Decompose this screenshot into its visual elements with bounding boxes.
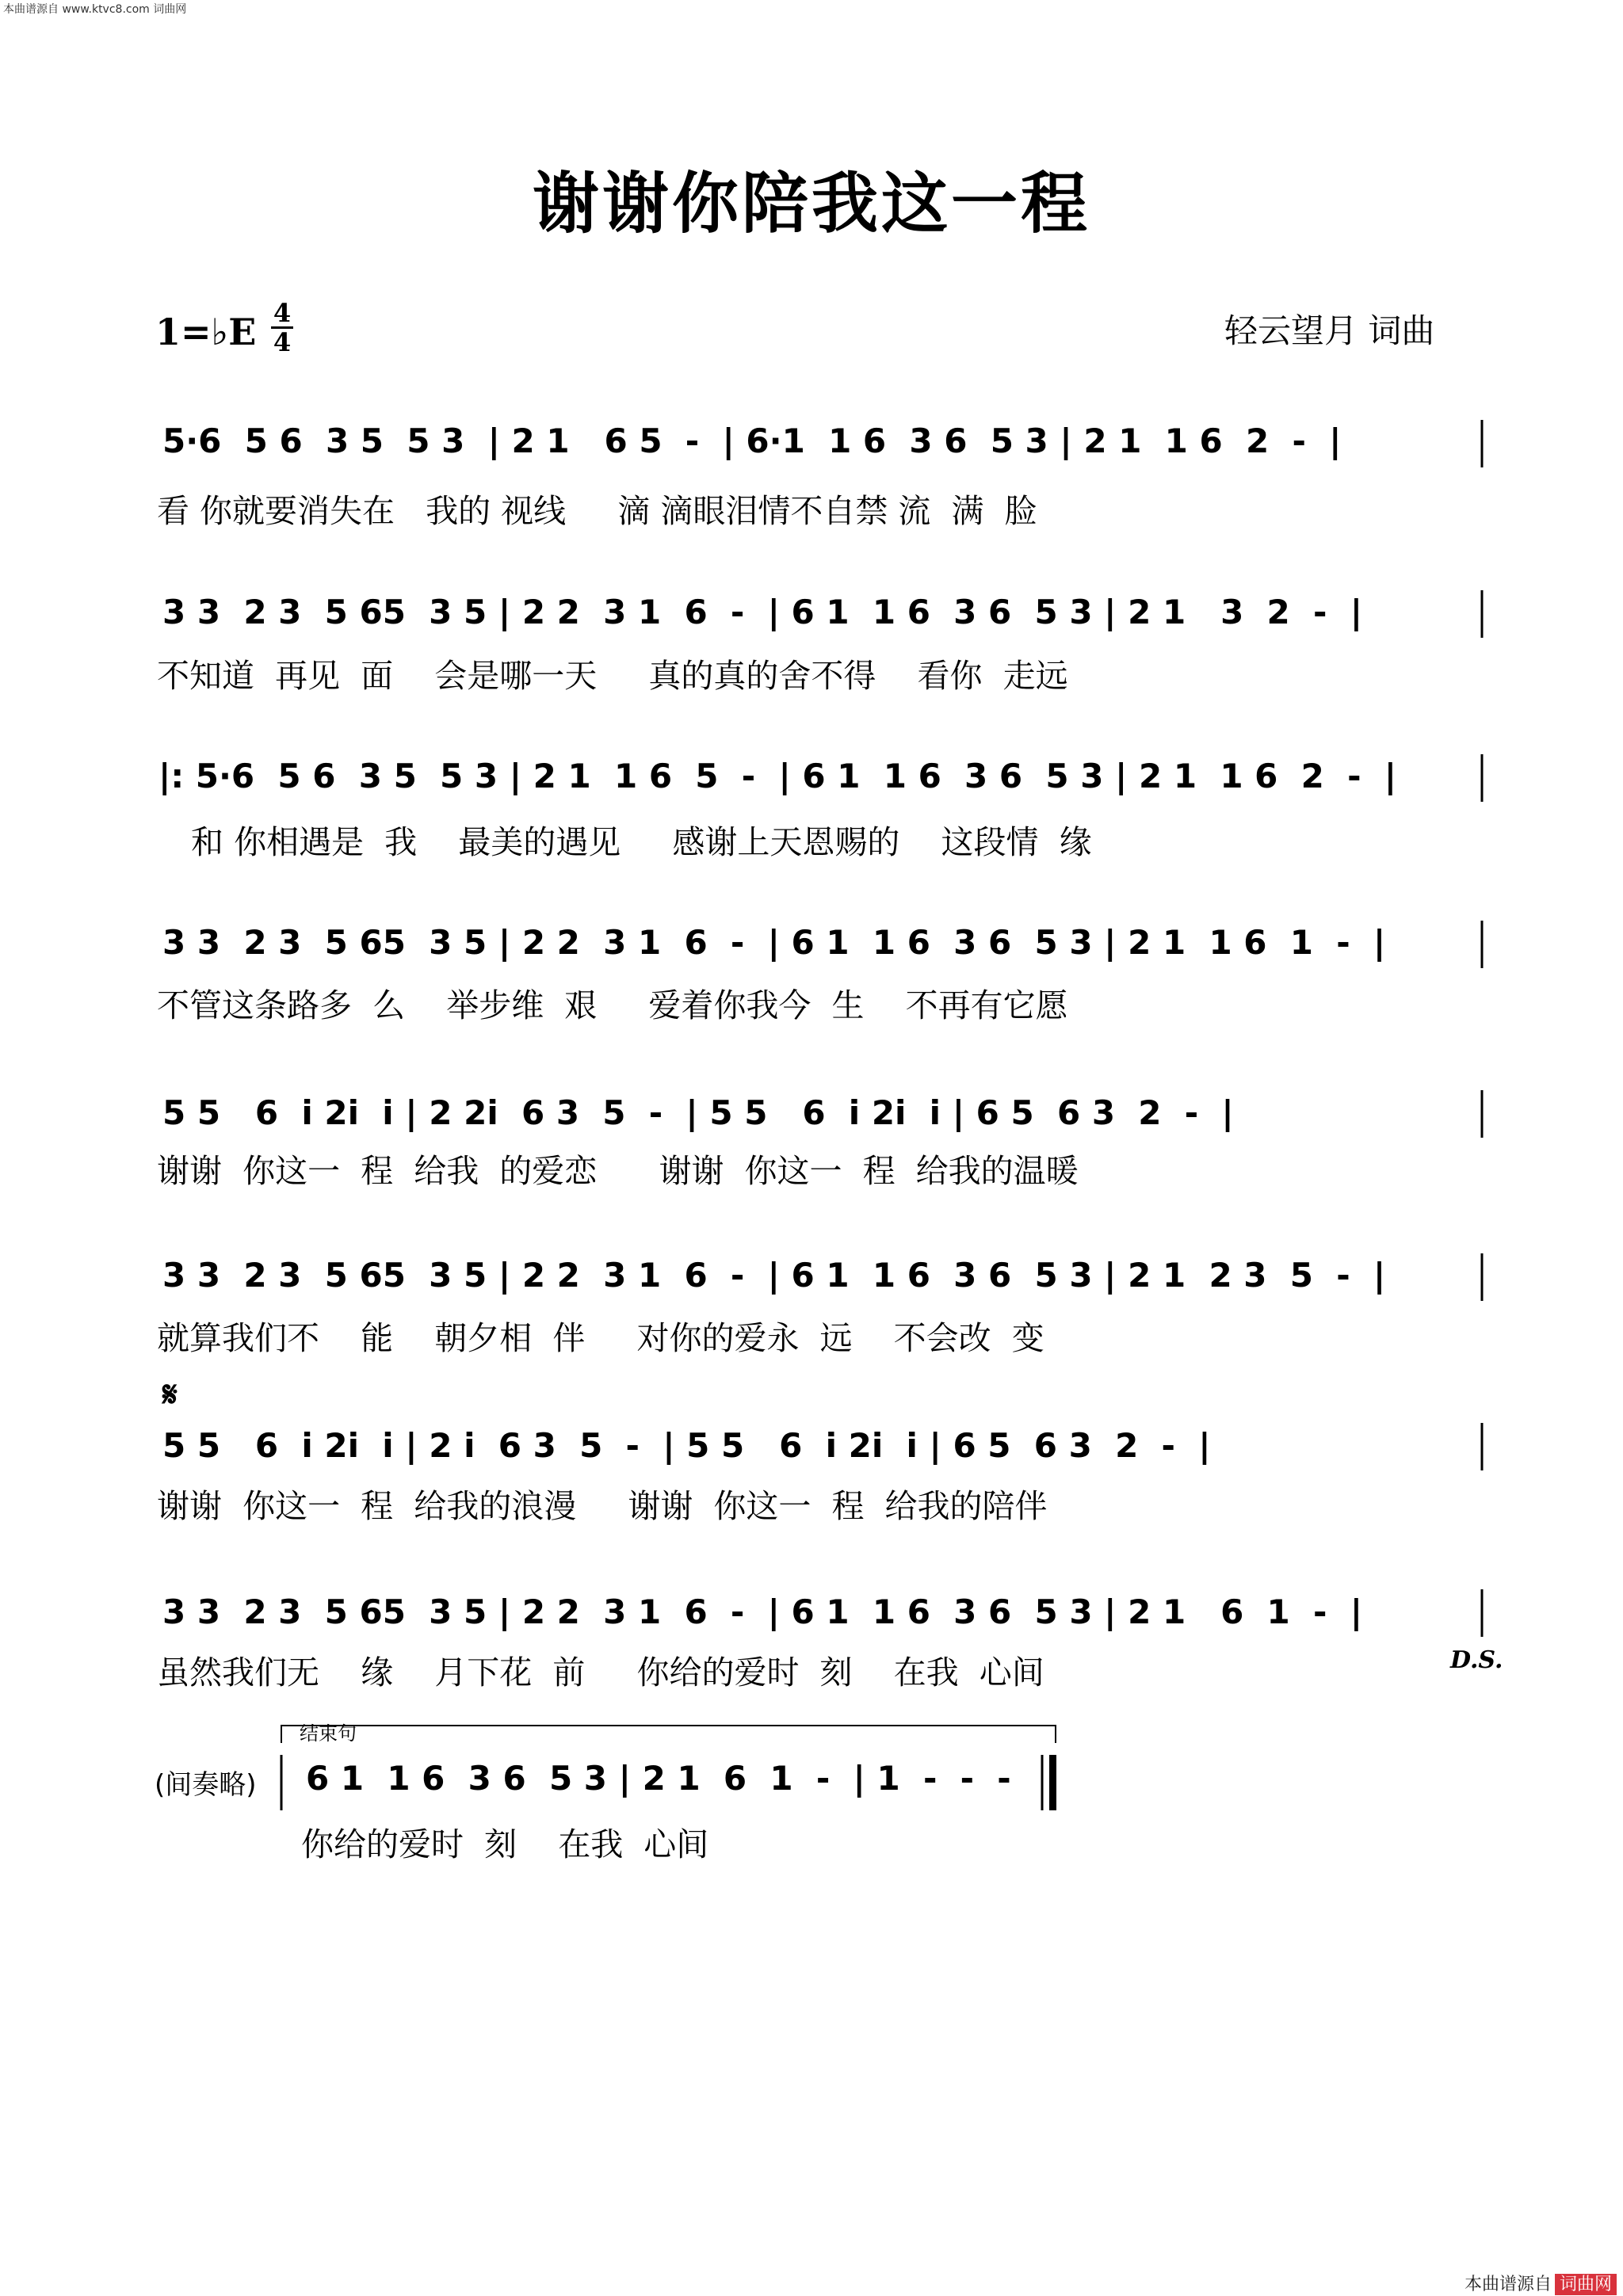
- composer-credit: 轻云望月 词曲: [1224, 311, 1435, 350]
- notation-line-6: 3 3 2 3 5 65 3 5 | 2 2 3 1 6 - | 6 1 1 6 3 6 5 3 | 2 1 2 3 5 - |: [162, 1256, 1386, 1295]
- time-signature-top: 4: [273, 298, 292, 328]
- time-signature-bottom: 4: [273, 327, 292, 357]
- lyrics-line-3: 和 你相遇是 我 最美的遇见 感谢上天恩赐的 这段情 缘: [181, 823, 1092, 861]
- song-title: 谢谢你陪我这一程: [532, 164, 1090, 242]
- lyrics-line-8: 虽然我们无 缘 月下花 前 你给的爱时 刻 在我 心间: [157, 1653, 1044, 1691]
- interlude-label: (间奏略): [155, 1769, 257, 1801]
- ending-bracket: [281, 1726, 1056, 1743]
- ending-notation: 6 1 1 6 3 6 5 3 | 2 1 6 1 - | 1 - - -: [306, 1759, 1011, 1798]
- watermark-bottom-text: 本曲谱源自: [1464, 2275, 1552, 2294]
- segno-sign: 𝄋: [162, 1375, 178, 1415]
- notation-line-7: 5 5 6 i 2i i | 2 i 6 3 5 - | 5 5 6 i 2i i | 6 5 6 3 2 - |: [162, 1426, 1211, 1465]
- notation-line-3: |: 5·6 5 6 3 5 5 3 | 2 1 1 6 5 - | 6 1 1 6 3 6 5 3 | 2 1 1 6 2 - |: [158, 757, 1397, 795]
- watermark-bottom-badge: 词曲网: [1555, 2274, 1617, 2295]
- notation-line-5: 5 5 6 i 2i i | 2 2i 6 3 5 - | 5 5 6 i 2i i | 6 5 6 3 2 - |: [162, 1093, 1234, 1132]
- lyrics-line-6: 就算我们不 能 朝夕相 伴 对你的爱永 远 不会改 变: [157, 1319, 1044, 1357]
- notation-line-1: 5·6 5 6 3 5 5 3 | 2 1 6 5 - | 6·1 1 6 3 6 5 3 | 2 1 1 6 2 - |: [162, 421, 1342, 460]
- lyrics-line-7: 谢谢 你这一 程 给我的浪漫 谢谢 你这一 程 给我的陪伴: [157, 1487, 1048, 1525]
- lyrics-line-5: 谢谢 你这一 程 给我 的爱恋 谢谢 你这一 程 给我的温暖: [157, 1152, 1079, 1190]
- ending-lyrics: 你给的爱时 刻 在我 心间: [301, 1825, 709, 1863]
- notation-line-2: 3 3 2 3 5 65 3 5 | 2 2 3 1 6 - | 6 1 1 6 3 6 5 3 | 2 1 3 2 - |: [162, 593, 1363, 631]
- dal-segno-mark: D.S.: [1450, 1646, 1503, 1674]
- lyrics-line-4: 不管这条路多 么 举步维 艰 爱着你我今 生 不再有它愿: [157, 986, 1068, 1024]
- lyrics-line-1: 看 你就要消失在 我的 视线 滴 滴眼泪情不自禁 流 满 脸: [157, 492, 1037, 530]
- watermark-bottom: [1465, 2271, 1617, 2295]
- notation-line-4: 3 3 2 3 5 65 3 5 | 2 2 3 1 6 - | 6 1 1 6 3 6 5 3 | 2 1 1 6 1 - |: [162, 923, 1386, 962]
- final-barline-thick: [1049, 1755, 1056, 1810]
- key-signature: 1=♭E: [155, 311, 257, 353]
- ending-label: 结束句: [300, 1722, 357, 1745]
- watermark-top: 本曲谱源自 www.ktvc8.com 词曲网: [3, 3, 187, 16]
- notation-line-8: 3 3 2 3 5 65 3 5 | 2 2 3 1 6 - | 6 1 1 6 3 6 5 3 | 2 1 6 1 - |: [162, 1592, 1363, 1631]
- lyrics-line-2: 不知道 再见 面 会是哪一天 真的真的舍不得 看你 走远: [157, 657, 1068, 695]
